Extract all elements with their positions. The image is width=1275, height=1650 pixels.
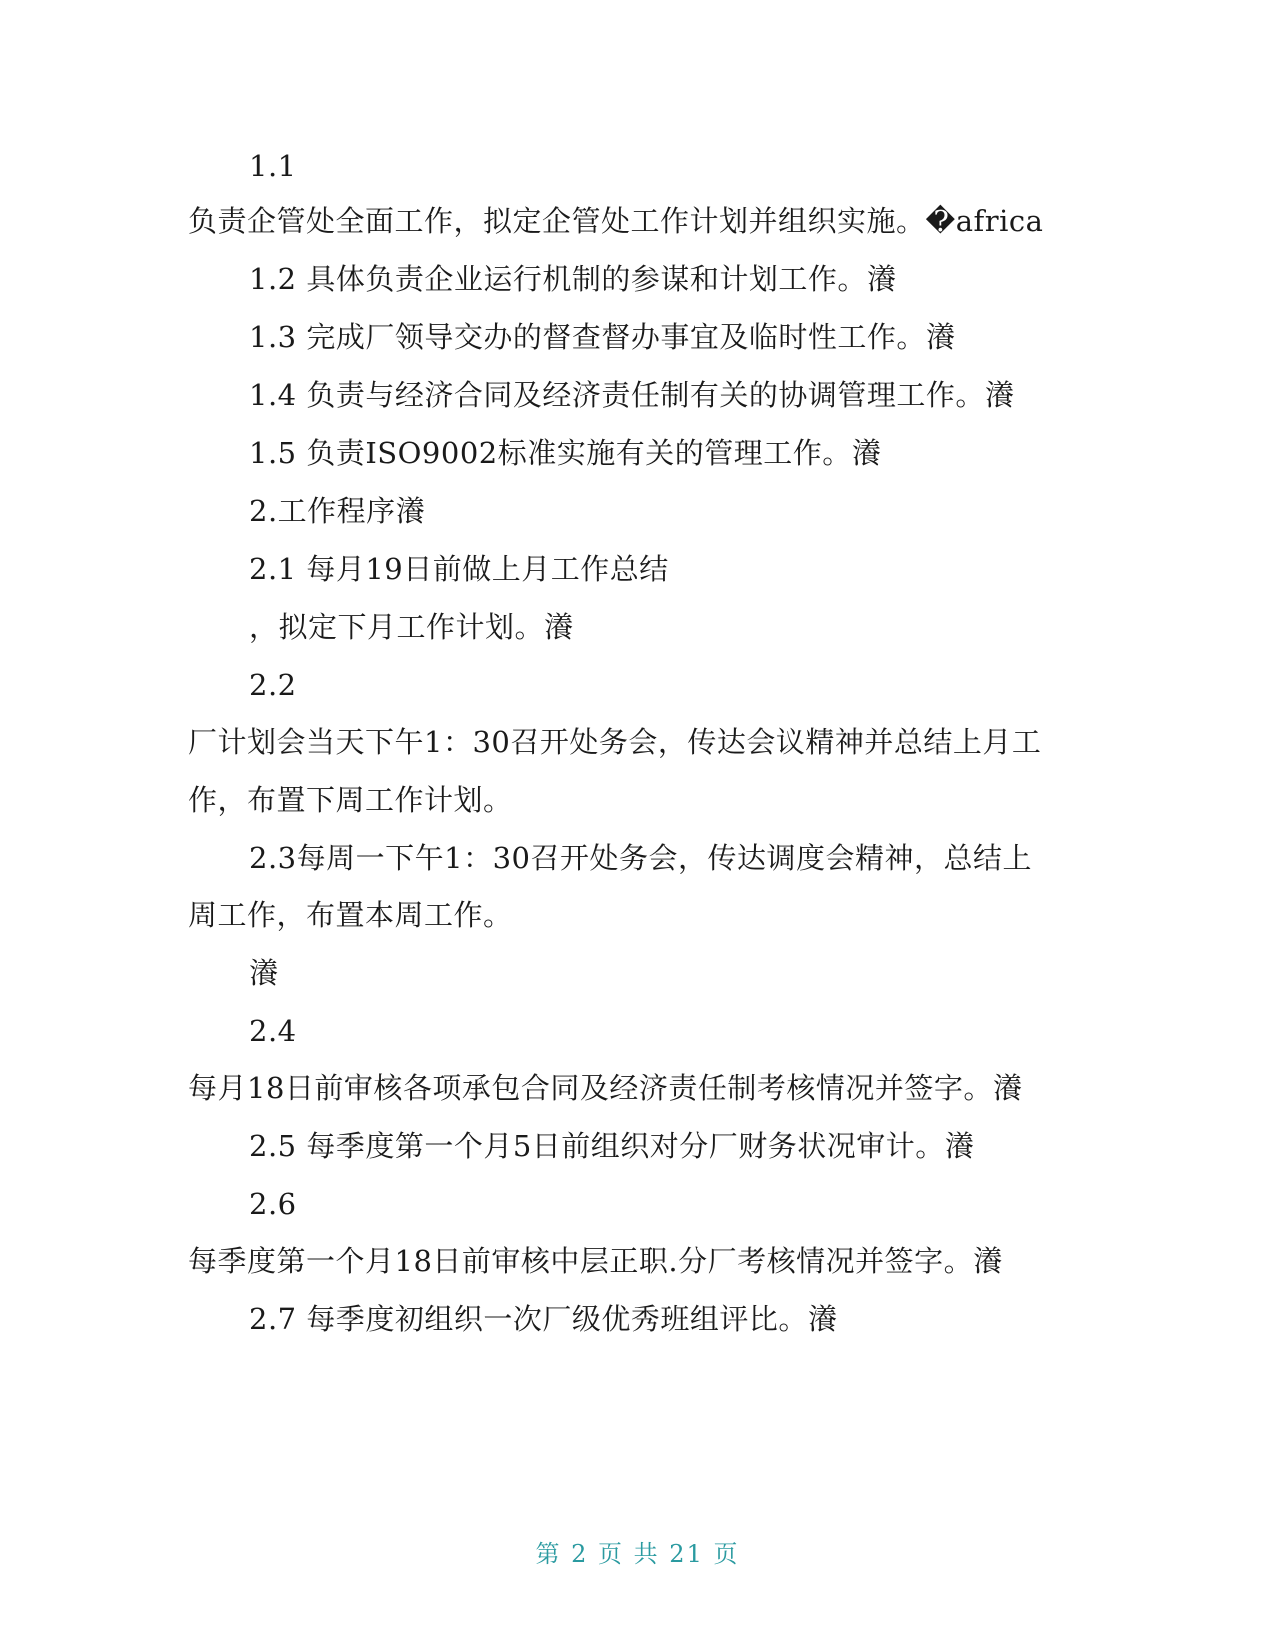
text-line: 2.3每周一下午1：30召开处务会，传达调度会精神，总结上 <box>249 841 1032 875</box>
text-line: 2.7 每季度初组织一次厂级优秀班组评比。瀁 <box>249 1302 838 1336</box>
section-heading: 2.工作程序瀁 <box>249 494 426 528</box>
text-line: 每季度第一个月18日前审核中层正职.分厂考核情况并签字。瀁 <box>188 1244 1003 1278</box>
text-line: 2.1 每月19日前做上月工作总结 <box>249 552 669 586</box>
text-line: 负责企管处全面工作，拟定企管处工作计划并组织实施。�africa <box>188 204 1044 238</box>
text-line: 1.1 <box>249 149 297 183</box>
text-line: 作，布置下周工作计划。 <box>188 783 513 817</box>
text-line: ，拟定下月工作计划。瀁 <box>249 610 574 644</box>
text-line: 每月18日前审核各项承包合同及经济责任制考核情况并签字。瀁 <box>188 1071 1023 1105</box>
text-line: 2.4 <box>249 1014 297 1048</box>
text-line: 2.2 <box>249 668 297 702</box>
text-line: 1.5 负责ISO9002标准实施有关的管理工作。瀁 <box>249 436 882 470</box>
text-line: 瀁 <box>249 956 279 990</box>
page-number-footer: 第 2 页 共 21 页 <box>535 1540 740 1568</box>
text-line: 1.4 负责与经济合同及经济责任制有关的协调管理工作。瀁 <box>249 378 1015 412</box>
text-line: 2.5 每季度第一个月5日前组织对分厂财务状况审计。瀁 <box>249 1129 975 1163</box>
text-line: 1.2 具体负责企业运行机制的参谋和计划工作。瀁 <box>249 262 897 296</box>
text-line: 厂计划会当天下午1：30召开处务会，传达会议精神并总结上月工 <box>188 725 1042 759</box>
text-line: 周工作，布置本周工作。 <box>188 898 513 932</box>
text-line: 1.3 完成厂领导交办的督查督办事宜及临时性工作。瀁 <box>249 320 956 354</box>
text-line: 2.6 <box>249 1187 297 1221</box>
